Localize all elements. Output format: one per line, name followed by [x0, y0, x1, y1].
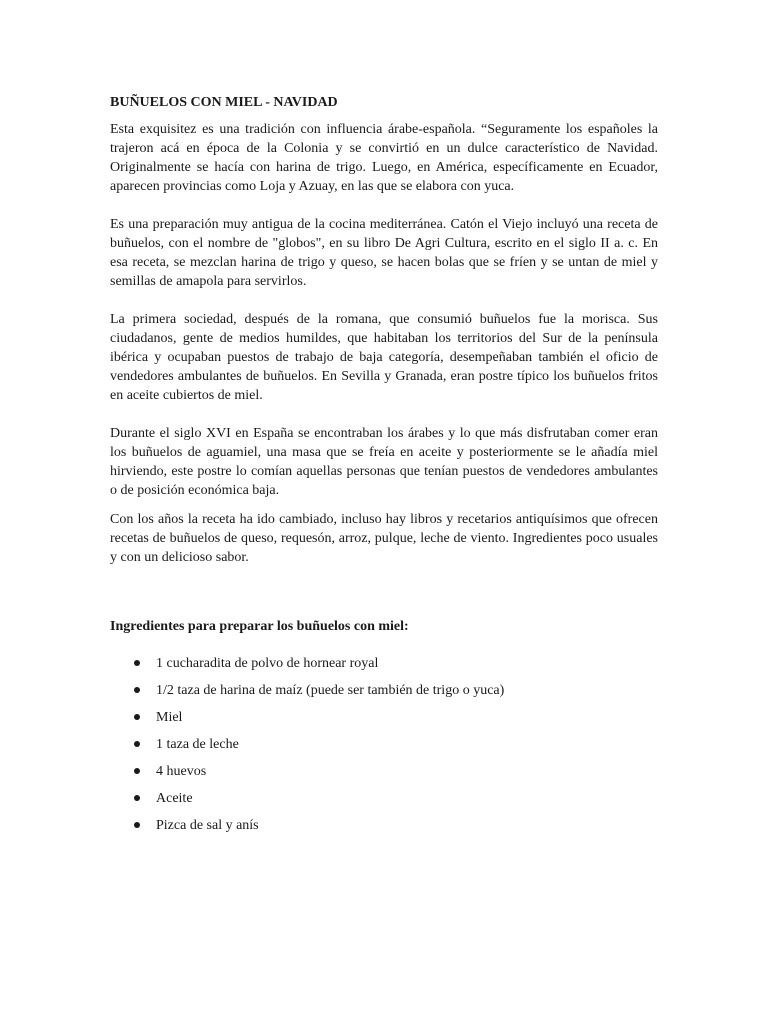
document-page [110, 93, 658, 843]
ingredients-list [110, 654, 658, 843]
bullet-icon [134, 687, 140, 693]
list-item [110, 654, 658, 681]
paragraph-morisca: La primera sociedad, después de la romana, que consumió buñuelos fue la morisca. Sus ciudadanos, gente de medios humildes, que habitaban los territorios del Sur de la península ibérica y ocupaban puestos de trabajo de baja categoría, desempeñaban también el oficio de vendedores ambulantes de buñuelos. En Sevilla y Granada, eran postre típico los buñuelos fritos en aceite cubiertos de miel. [110, 312, 658, 403]
ingredient-text: 1/2 taza de harina de maíz (puede ser también de trigo o yuca) [156, 683, 505, 698]
paragraph-origin: Esta exquisitez es una tradición con influencia árabe-española. “Seguramente los españoles la trajeron acá en época de la Colonia y se convirtió en un dulce característico de Navidad. Originalmente se hacía con harina de trigo. Luego, en América, específicamente en Ecuador, aparecen provincias como Loja y Azuay, en las que se elabora con yuca. [110, 122, 658, 194]
ingredient-text: Miel [156, 710, 183, 725]
list-item [110, 762, 658, 789]
bullet-icon [134, 741, 140, 747]
bullet-icon [134, 822, 140, 828]
bullet-icon [134, 768, 140, 774]
list-item [110, 708, 658, 735]
paragraph-history: Es una preparación muy antigua de la cocina mediterránea. Catón el Viejo incluyó una receta de buñuelos, con el nombre de "globos", en su libro De Agri Cultura, escrito en el siglo II a. c. En esa receta, se mezclan harina de trigo y queso, se hacen bolas que se fríen y se untan de miel y semillas de amapola para servirlos. [110, 217, 658, 289]
paragraph-recetas: Con los años la receta ha ido cambiado, incluso hay libros y recetarios antiquísimos que ofrecen recetas de buñuelos de queso, requesón, arroz, pulque, leche de viento. Ingredientes poco usuales y con un delicioso sabor. [110, 512, 658, 565]
ingredient-text: 1 taza de leche [156, 737, 239, 752]
document-title: BUÑUELOS CON MIEL - NAVIDAD [110, 95, 338, 110]
paragraph-siglo-xvi: Durante el siglo XVI en España se encontraban los árabes y lo que más disfrutaban comer eran los buñuelos de aguamiel, una masa que se freía en aceite y posteriormente se le añadía miel hirviendo, este postre lo comían aquellas personas que tenían puestos de vendedores ambulantes o de posición económica baja. [110, 426, 658, 498]
ingredient-text: Pizca de sal y anís [156, 818, 259, 833]
bullet-icon [134, 714, 140, 720]
list-item [110, 735, 658, 762]
bullet-icon [134, 660, 140, 666]
list-item [110, 789, 658, 816]
list-item [110, 681, 658, 708]
ingredient-text: Aceite [156, 791, 193, 806]
list-item [110, 816, 658, 843]
ingredient-text: 1 cucharadita de polvo de hornear royal [156, 656, 379, 671]
ingredient-text: 4 huevos [156, 764, 207, 779]
ingredients-heading: Ingredientes para preparar los buñuelos con miel: [110, 619, 409, 634]
bullet-icon [134, 795, 140, 801]
